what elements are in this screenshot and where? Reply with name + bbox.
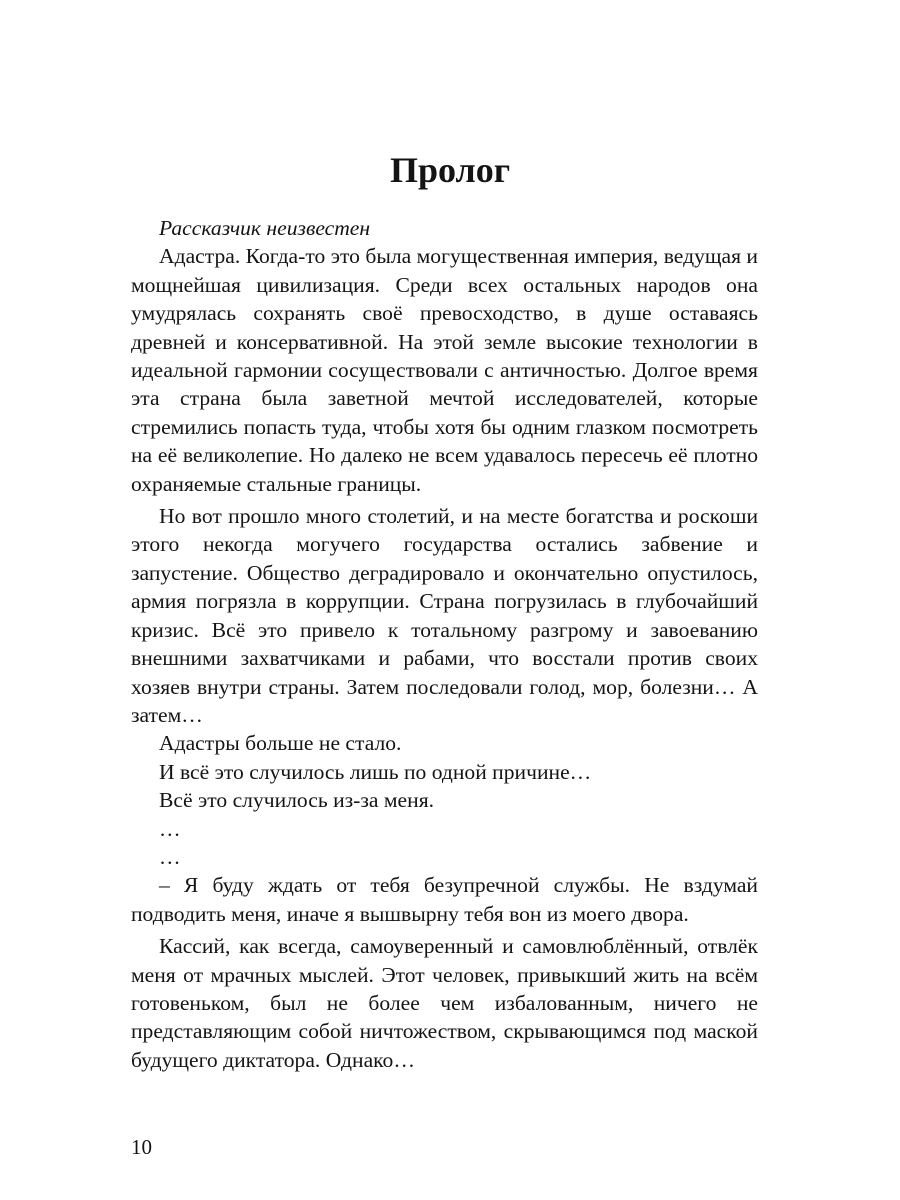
paragraph-2: Но вот прошло много столетий, и на месте богатства и роскоши этого некогда могучего государства остались забвение и запустение. Общество деградировало и окончательно опустилось, армия погрязла в коррупции. Страна погрузилась в глубочайший кризис. Всё это привело к тотальному разгрому и завоеванию внешними захватчиками и рабами, что восстали против своих хозяев внутри страны. Затем последовали голод, мор, болезни… А затем… bbox=[131, 504, 758, 727]
page-number: 10 bbox=[131, 1135, 152, 1159]
paragraph-3: Адастры больше не стало. bbox=[159, 731, 402, 756]
narrator-line: Рассказчик неизвестен bbox=[159, 216, 371, 240]
paragraph-4: И всё это случилось лишь по одной причине… bbox=[159, 759, 592, 784]
body-text bbox=[131, 214, 758, 1074]
paragraph-5: Всё это случилось из-за меня. bbox=[159, 788, 435, 813]
paragraph-final: Кассий, как всегда, самоуверенный и самовлюблённый, отвлёк меня от мрачных мыслей. Этот человек, привыкший жить на всём готовеньком, был не более чем избалованным, ничего не представляющим собой ничтожеством, скрывающимся под маской будущего диктатора. Однако… bbox=[131, 934, 758, 1072]
chapter-title: Пролог bbox=[389, 150, 511, 190]
ellipsis-line-2: … bbox=[159, 844, 181, 869]
ellipsis-line-1: … bbox=[159, 816, 181, 841]
dialogue-paragraph: – Я буду ждать от тебя безупречной службы. Не вздумай подводить меня, иначе я вышвырну тебя вон из моего двора. bbox=[131, 873, 758, 926]
paragraph-1: Адастра. Когда-то это была могущественная империя, ведущая и мощнейшая цивилизация. Среди всех остальных народов она умудрялась сохранять своё превосходство, в душе оставаясь древней и консервативной. На этой земле высокие технологии в идеальной гармонии сосуществовали с античностью. Долгое время эта страна была заветной мечтой исследователей, которые стремились попасть туда, чтобы хотя бы одним глазком посмотреть на её великолепие. Но далеко не всем удавалось пересечь её плотно охраняемые стальные границы. bbox=[131, 244, 758, 496]
